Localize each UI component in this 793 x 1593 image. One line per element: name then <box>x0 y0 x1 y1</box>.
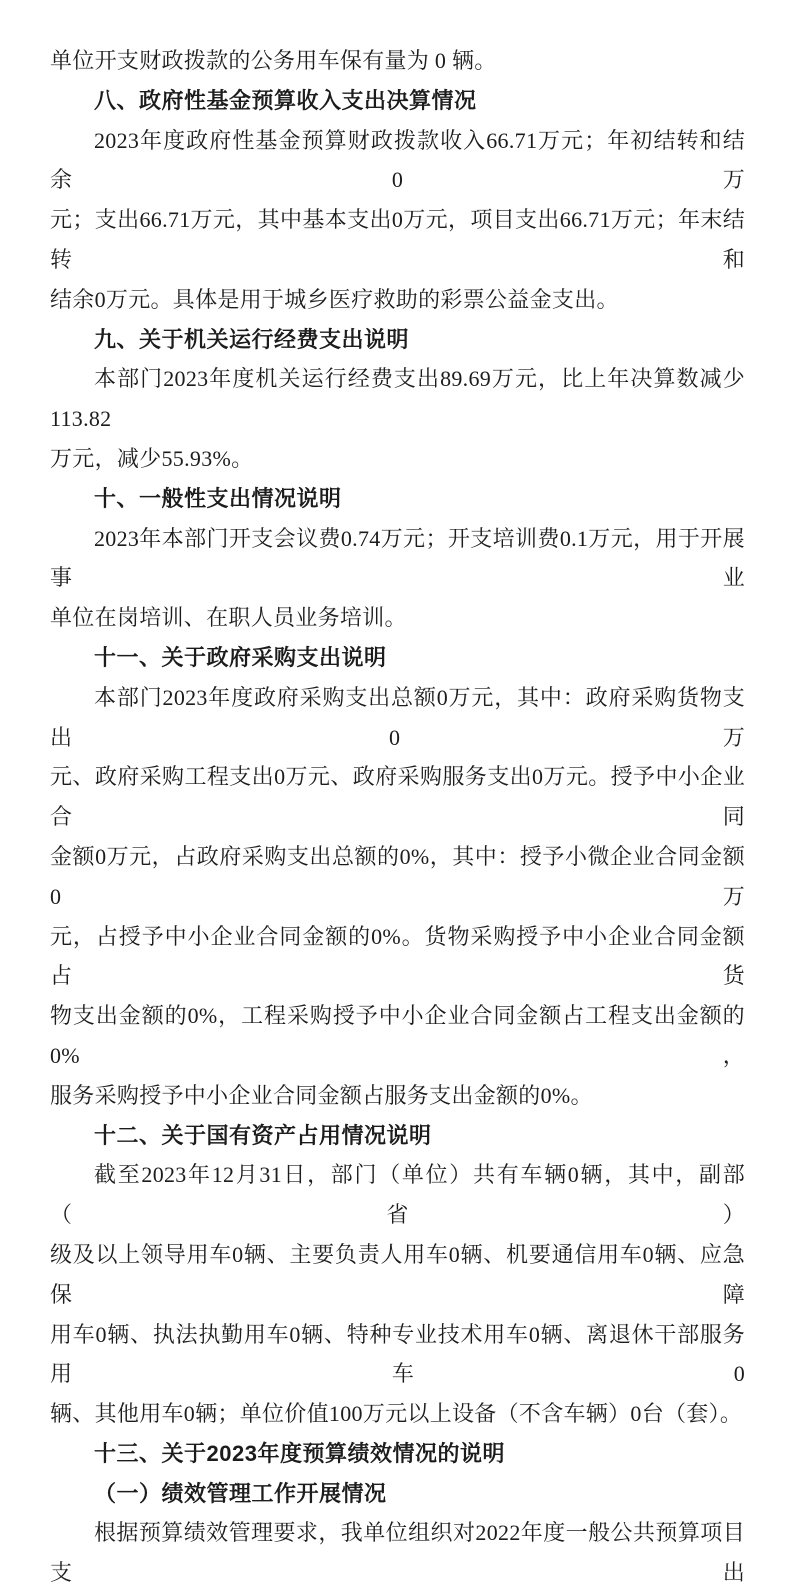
section-heading-8: 八、政府性基金预算收入支出决算情况 <box>94 87 477 113</box>
section-heading-12: 十二、关于国有资产占用情况说明 <box>94 1122 432 1148</box>
paragraph-line: 元，占授予中小企业合同金额的0%。货物采购授予中小企业合同金额占货 <box>50 923 745 989</box>
paragraph-line: 2023年度政府性基金预算财政拨款收入66.71万元；年初结转和结余0万 <box>50 127 745 193</box>
paragraph-line: 用车0辆、执法执勤用车0辆、特种专业技术用车0辆、离退休干部服务用车0 <box>50 1321 745 1387</box>
paragraph-line: 服务采购授予中小企业合同金额占服务支出金额的0%。 <box>50 1082 593 1108</box>
paragraph-line: 元、政府采购工程支出0万元、政府采购服务支出0万元。授予中小企业合同 <box>50 764 745 830</box>
section-heading-13: 十三、关于2023年度预算绩效情况的说明 <box>94 1440 505 1466</box>
paragraph-line: 本部门2023年度机关运行经费支出89.69万元，比上年决算数减少113.82 <box>50 366 745 432</box>
paragraph-line: 级及以上领导用车0辆、主要负责人用车0辆、机要通信用车0辆、应急保障 <box>50 1241 745 1307</box>
section-heading-9: 九、关于机关运行经费支出说明 <box>94 326 410 352</box>
paragraph-line: 物支出金额的0%，工程采购授予中小企业合同金额占工程支出金额的0%， <box>50 1003 745 1068</box>
paragraph-line: 结余0万元。具体是用于城乡医疗救助的彩票公益金支出。 <box>50 286 619 312</box>
paragraph-line: 根据预算绩效管理要求，我单位组织对2022年度一般公共预算项目支出 <box>50 1520 745 1586</box>
subsection-heading-1: （一）绩效管理工作开展情况 <box>94 1480 387 1506</box>
paragraph-line: 金额0万元，占政府采购支出总额的0%，其中：授予小微企业合同金额0万 <box>50 843 745 909</box>
paragraph-line: 辆、其他用车0辆；单位价值100万元以上设备（不含车辆）0台（套）。 <box>50 1401 743 1427</box>
section-heading-11: 十一、关于政府采购支出说明 <box>94 644 387 670</box>
paragraph-line: 截至2023年12月31日，部门（单位）共有车辆0辆，其中，副部（省） <box>50 1162 745 1228</box>
section-heading-10: 十、一般性支出情况说明 <box>94 485 342 511</box>
paragraph-line: 本部门2023年度政府采购支出总额0万元，其中：政府采购货物支出0 万 <box>50 684 745 750</box>
paragraph-line: 单位开支财政拨款的公务用车保有量为 0 辆。 <box>50 48 497 73</box>
paragraph-line: 2023年本部门开支会议费0.74万元；开支培训费0.1万元，用于开展事业 <box>50 525 745 591</box>
paragraph-line: 元；支出66.71万元，其中基本支出0万元，项目支出66.71万元；年末结转和 <box>50 207 745 272</box>
paragraph-line: 万元，减少55.93%。 <box>50 445 254 471</box>
paragraph-line: 单位在岗培训、在职人员业务培训。 <box>50 605 407 631</box>
